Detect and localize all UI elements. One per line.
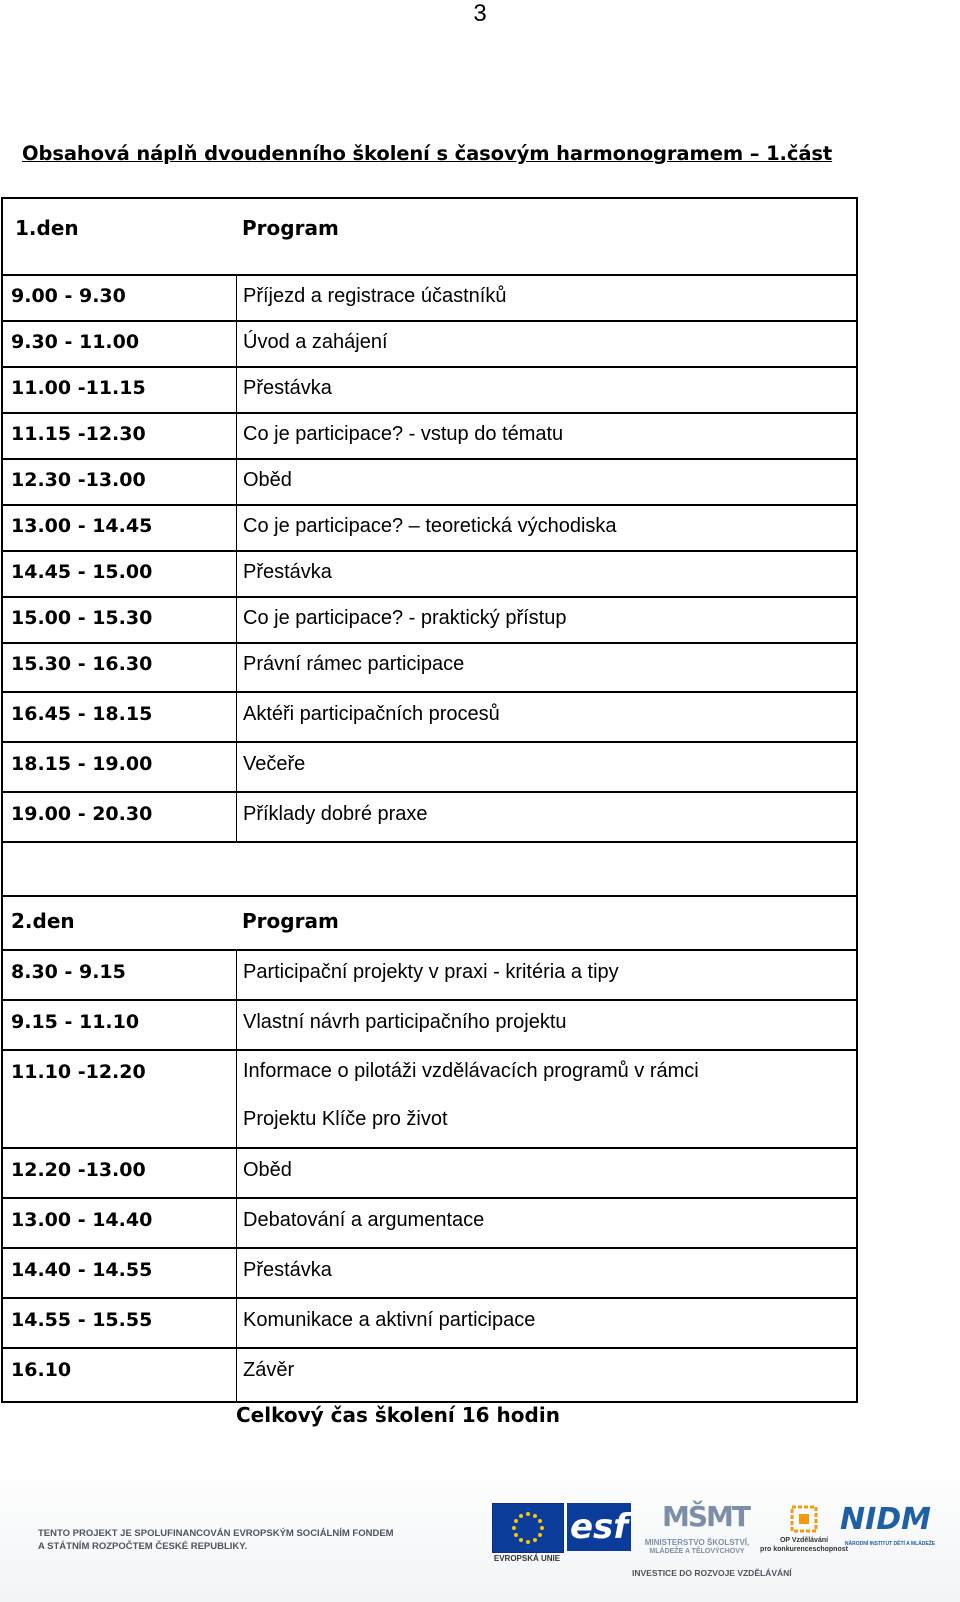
program-cell: Právní rámec participace	[236, 644, 856, 691]
schedule-table	[1, 197, 858, 1403]
time-cell: 14.55 - 15.55	[11, 1309, 153, 1331]
program-cell-line: Projektu Klíče pro život	[243, 1108, 448, 1130]
program-cell: Přestávka	[236, 368, 856, 412]
day-label: 2.den	[11, 909, 75, 933]
table-row	[3, 693, 856, 743]
program-cell: Úvod a zahájení	[236, 322, 856, 366]
table-row	[3, 1299, 856, 1349]
table-header-day1	[3, 199, 856, 276]
eu-flag-logo	[492, 1503, 564, 1553]
time-cell: 19.00 - 20.30	[11, 803, 153, 825]
time-cell: 9.30 - 11.00	[11, 331, 140, 353]
table-row	[3, 414, 856, 460]
esf-mark: esf	[569, 1507, 629, 1547]
table-row	[3, 552, 856, 598]
day-label: 1.den	[15, 216, 79, 240]
op-emblem-icon	[774, 1503, 834, 1537]
op-caption-line1: OP Vzdělávání	[779, 1537, 829, 1544]
time-cell: 9.00 - 9.30	[11, 285, 126, 307]
program-cell: Oběd	[236, 1149, 856, 1197]
program-cell: Co je participace? - praktický přístup	[236, 598, 856, 642]
table-row	[3, 1051, 856, 1149]
program-cell: Participační projekty v praxi - kritéria a tipy	[236, 951, 856, 999]
table-row	[3, 506, 856, 552]
msmt-caption-line1: MINISTERSTVO ŠKOLSTVÍ,	[644, 1538, 750, 1547]
table-spacer-row	[3, 843, 856, 897]
funding-statement-line2: A STÁTNÍM ROZPOČTEM ČESKÉ REPUBLIKY.	[38, 1541, 248, 1552]
time-cell: 12.20 -13.00	[11, 1159, 146, 1181]
program-cell-line: Informace o pilotáži vzdělávacích programů v rámci	[243, 1060, 699, 1082]
program-cell: Příklady dobré praxe	[236, 793, 856, 841]
time-cell: 11.10 -12.20	[11, 1061, 146, 1083]
op-caption-line2: pro konkurenceschopnost	[760, 1546, 848, 1553]
program-header: Program	[242, 216, 339, 240]
program-cell: Vlastní návrh participačního projektu	[236, 1001, 856, 1049]
program-cell: Co je participace? - vstup do tématu	[236, 414, 856, 458]
program-cell: Komunikace a aktivní participace	[236, 1299, 856, 1347]
program-cell: Debatování a argumentace	[236, 1199, 856, 1247]
time-cell: 16.10	[11, 1359, 72, 1381]
time-cell: 16.45 - 18.15	[11, 703, 153, 725]
program-cell: Aktéři participačních procesů	[236, 693, 856, 741]
table-row	[3, 322, 856, 368]
time-cell: 14.45 - 15.00	[11, 561, 153, 583]
table-row	[3, 1199, 856, 1249]
time-cell: 14.40 - 14.55	[11, 1259, 153, 1281]
time-cell: 13.00 - 14.45	[11, 515, 153, 537]
nidm-caption: NÁRODNÍ INSTITUT DĚTÍ A MLÁDEŽE	[844, 1541, 936, 1547]
program-cell: Co je participace? – teoretická východiska	[236, 506, 856, 550]
table-row	[3, 1249, 856, 1299]
total-duration-text: Celkový čas školení 16 hodin	[236, 1403, 560, 1427]
time-cell: 11.00 -11.15	[11, 377, 146, 399]
nidm-mark: NIDM	[840, 1502, 932, 1537]
table-row	[3, 276, 856, 322]
investment-slogan: INVESTICE DO ROZVOJE VZDĚLÁVÁNÍ	[632, 1568, 792, 1578]
time-cell: 13.00 - 14.40	[11, 1209, 153, 1231]
msmt-caption-line2: MLÁDEŽE A TĚLOVÝCHOVY	[649, 1548, 745, 1555]
time-cell: 8.30 - 9.15	[11, 961, 126, 983]
time-cell: 12.30 -13.00	[11, 469, 146, 491]
time-cell: 11.15 -12.30	[11, 423, 146, 445]
eu-stars-icon	[493, 1504, 563, 1552]
table-row	[3, 644, 856, 693]
time-cell: 15.30 - 16.30	[11, 653, 153, 675]
eu-caption: EVROPSKÁ UNIE	[493, 1554, 561, 1563]
program-cell: Příjezd a registrace účastníků	[236, 276, 856, 320]
table-row	[3, 368, 856, 414]
program-cell: Přestávka	[236, 552, 856, 596]
time-cell: 18.15 - 19.00	[11, 753, 153, 775]
table-row	[3, 460, 856, 506]
esf-logo	[567, 1503, 631, 1551]
program-cell: Oběd	[236, 460, 856, 504]
table-row	[3, 1149, 856, 1199]
program-header: Program	[242, 909, 339, 933]
table-row	[3, 793, 856, 843]
table-row	[3, 598, 856, 644]
table-row	[3, 951, 856, 1001]
page-number: 3	[473, 0, 487, 27]
msmt-mark: MŠMT	[662, 1500, 749, 1533]
table-row	[3, 743, 856, 793]
document-heading: Obsahová náplň dvoudenního školení s časovým harmonogramem – 1.část	[22, 142, 833, 165]
table-row	[3, 1349, 856, 1401]
program-cell	[236, 1037, 856, 1147]
table-header-day2	[3, 897, 856, 951]
time-cell: 15.00 - 15.30	[11, 607, 153, 629]
program-cell: Večeře	[236, 743, 856, 791]
funding-statement-line1: TENTO PROJEKT JE SPOLUFINANCOVÁN EVROPSKÝM SOCIÁLNÍM FONDEM	[38, 1528, 394, 1539]
time-cell: 9.15 - 11.10	[11, 1011, 140, 1033]
program-cell: Přestávka	[236, 1249, 856, 1297]
program-cell: Závěr	[236, 1349, 856, 1401]
